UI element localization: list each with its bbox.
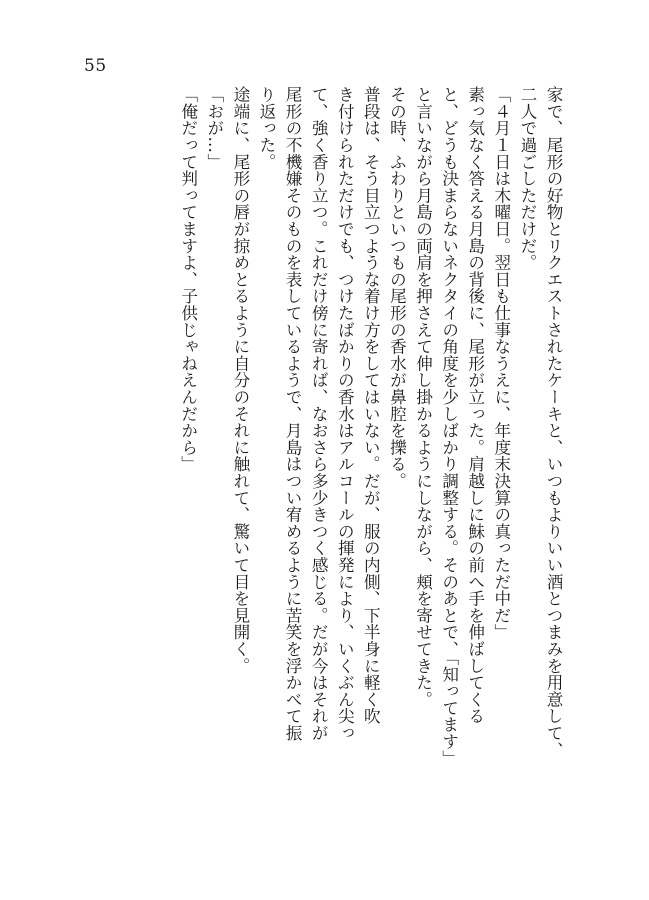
text-line: り返った。: [256, 86, 276, 170]
text-line: き付けられただけでも、つけたばかりの香水はアルコールの揮発により、いくぶん尖っ: [335, 86, 355, 742]
text-line: 家で、尾形の好物とリクエストされたケーキと、いつもよりいい酒とつまみを用意して、: [544, 86, 563, 758]
text-line: 素っ気なく答える月島の背後に、尾形が立った。肩越しに鮇の前へ手を伸ばしてくる: [465, 86, 485, 725]
page-number: 55: [84, 56, 107, 76]
text-line: 「俺だって判ってますよ、子供じゃねえんだから」: [178, 86, 198, 473]
text-line: と、どうも決まらないネクタイの角度を少しばかり調整する。そのあとで、「知ってます」: [439, 86, 459, 767]
text-line: 「おが…」: [204, 86, 224, 170]
text-line: て、強く香り立つ。これだけ傍に寄れば、なおさら多少きつく感じる。だが今はそれが: [309, 86, 329, 742]
text-line: その時、ふわりといつもの尾形の香水が鼻腔を擽る。: [387, 86, 407, 490]
text-line: と言いながら月島の両肩を押さえて伸し掛かるようにしながら、頬を寄せてきた。: [413, 86, 433, 708]
text-line: 尾形の不機嫌そのものを表しているようで、月島はつい宥めるように苦笑を浮かべて振: [283, 86, 303, 742]
vertical-text-body: [175, 86, 566, 854]
text-line: 途端に、尾形の唇が掠めとるように自分のそれに触れて、驚いて目を見開く。: [230, 86, 250, 674]
text-line: 普段は、そう目立つような着け方をしてはいない。だが、服の内側、下半身に軽く吹: [361, 86, 381, 725]
text-line: 二人で過ごしただけだ。: [517, 86, 537, 271]
text-line: 「４月１日は木曜日。翌日も仕事なうえに、年度末決算の真っただ中だ」: [491, 86, 511, 641]
